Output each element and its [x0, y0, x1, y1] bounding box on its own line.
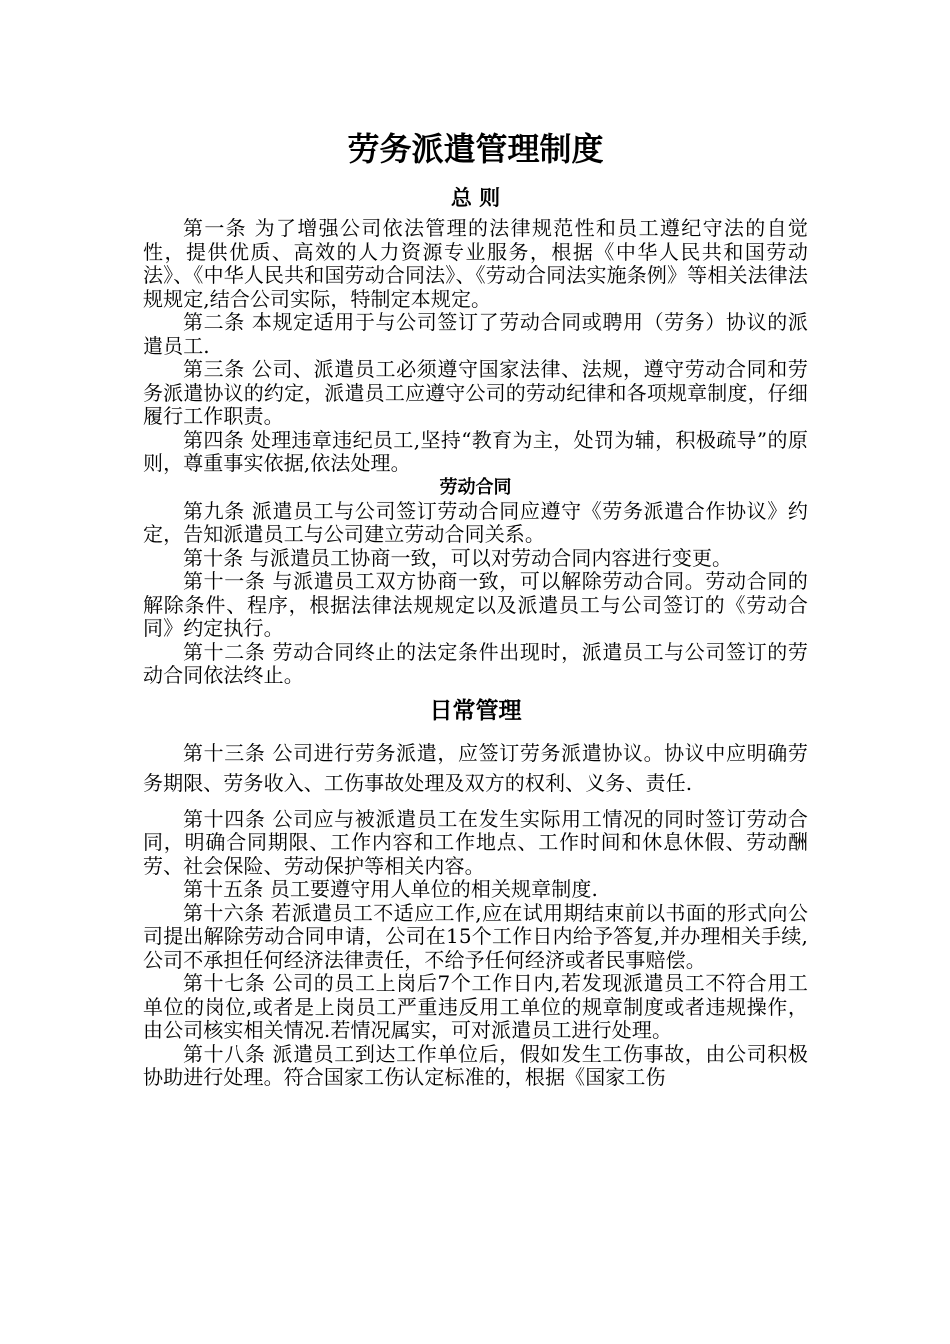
document-body	[143, 125, 808, 1090]
document-title: 劳务派遣管理制度	[347, 130, 604, 168]
article-3: 第三条 公司、派遣员工必须遵守国家法律、法规，遵守劳动合同和劳务派遣协议的约定，派遣员工应遵守公司的劳动纪律和各项规章制度，仔细履行工作职责。	[143, 357, 808, 428]
article-13: 第十三条 公司进行劳务派遣，应签订劳务派遣协议。协议中应明确劳务期限、劳务收入、工伤事故处理及双方的权利、义务、责任.	[143, 740, 808, 795]
article-10: 第十条 与派遣员工协商一致，可以对劳动合同内容进行变更。	[183, 545, 733, 570]
article-16: 第十六条 若派遣员工不适应工作,应在试用期结束前以书面的形式向公司提出解除劳动合同申请，公司在15个工作日内给予答复,并办理相关手续,公司不承担任何经济法律责任，不给予任何经济或者民事赔偿。	[143, 900, 808, 972]
article-9: 第九条 派遣员工与公司签订劳动合同应遵守《劳务派遣合作协议》约定，告知派遣员工与公司建立劳动合同关系。	[143, 498, 808, 546]
article-2: 第二条 本规定适用于与公司签订了劳动合同或聘用（劳务）协议的派遣员工.	[143, 310, 808, 358]
article-1: 第一条 为了增强公司依法管理的法律规范性和员工遵纪守法的自觉性，提供优质、高效的人力资源专业服务，根据《中华人民共和国劳动法》、《中华人民共和国劳动合同法》、《劳动合同法实施条例》等相关法律法规规定,结合公司实际，特制定本规定。	[143, 216, 808, 311]
article-17: 第十七条 公司的员工上岗后7个工作日内,若发现派遣员工不符合用工单位的岗位,或者是上岗员工严重违反用工单位的规章制度或者违规操作，由公司核实相关情况.若情况属实，可对派遣员工进行处理。	[143, 971, 808, 1042]
article-11: 第十一条 与派遣员工双方协商一致，可以解除劳动合同。劳动合同的解除条件、程序，根据法律法规规定以及派遣员工与公司签订的《劳动合同》约定执行。	[143, 569, 808, 640]
section-heading-general: 总 则	[450, 186, 501, 210]
article-18: 第十八条 派遣员工到达工作单位后，假如发生工伤事故，由公司积极协助进行处理。符合国家工伤认定标准的，根据《国家工伤	[143, 1041, 808, 1089]
article-12: 第十二条 劳动合同终止的法定条件出现时，派遣员工与公司签订的劳动合同依法终止。	[143, 639, 808, 687]
article-4: 第四条 处理违章违纪员工,坚持“教育为主，处罚为辅，积极疏导”的原则，尊重事实依据,依法处理。	[143, 427, 808, 475]
section-heading-contract: 劳动合同	[439, 476, 512, 498]
article-15: 第十五条 员工要遵守用人单位的相关规章制度.	[183, 877, 598, 901]
paragraph-spacer	[143, 798, 808, 808]
article-14: 第十四条 公司应与被派遣员工在发生实际用工情况的同时签订劳动合同，明确合同期限、工作内容和工作地点、工作时间和休息休假、劳动酬劳、社会保险、劳动保护等相关内容。	[143, 806, 808, 878]
section-heading-daily: 日常管理	[429, 697, 522, 724]
